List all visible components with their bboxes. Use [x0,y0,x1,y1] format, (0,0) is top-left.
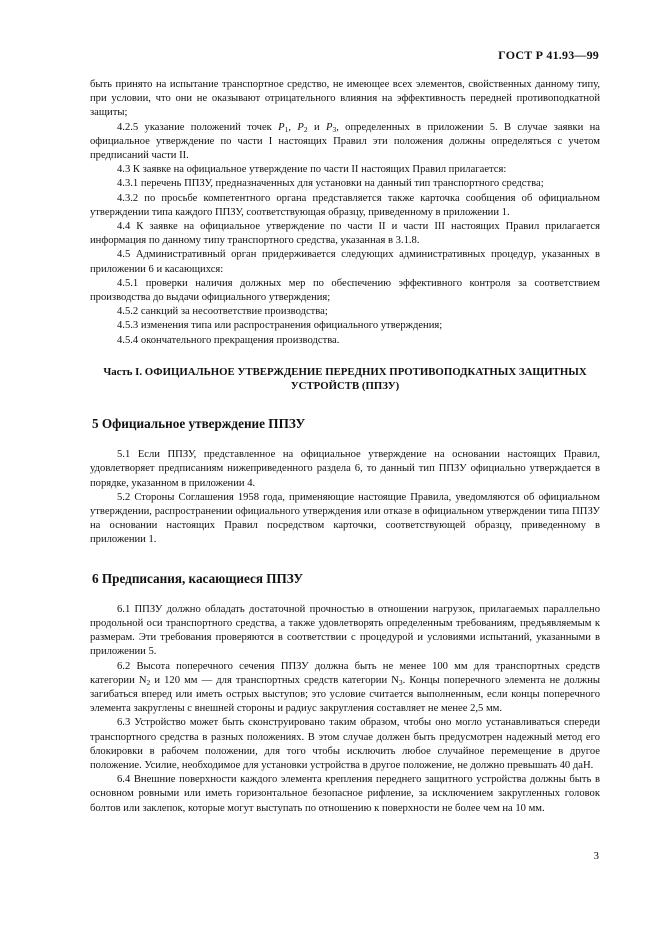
page-number: 3 [593,850,599,862]
paragraph-4-3-1: 4.3.1 перечень ППЗУ, предназначенных для установки на данный тип транспортного средства; [117,178,544,190]
paragraph-4-3: 4.3 К заявке на официальное утверждение по части II настоящих Правил прилагается: [117,164,507,176]
paragraph-4-5-1: 4.5.1 проверки наличия должных мер по обеспечению эффективного контроля за соответствием производства до выдачи официального утверждения; [90,277,600,304]
part-title: Часть I. ОФИЦИАЛЬНОЕ УТВЕРЖДЕНИЕ ПЕРЕДНИХ ПРОТИВОПОДКАТНЫХ ЗАЩИТНЫХ УСТРОЙСТВ (ППЗУ) [103,365,587,393]
paragraph-5-2: 5.2 Стороны Соглашения 1958 года, применяющие настоящие Правила, уведомляются об официальном утверждении, распространении официального утверждения или отказе в официальном утверждении типа ППЗУ на основании настоящих Правил посредством карточки, соответствующей образцу, приведенному в приложении 1. [90,491,600,546]
paragraph-4-5-2: 4.5.2 санкций за несоответствие производства; [117,306,328,318]
paragraph-4-3-2: 4.3.2 по просьбе компетентного органа представляется также карточка сообщения об официальном утверждении типа каждого ППЗУ, соответствующая образцу, приведенному в приложении 1. [90,192,600,218]
paragraph-4-2-5: 4.2.5 указание положений точек $P_1$, $P_2$ и $P_3$, определенных в приложении 5. В случае заявки на официальное утверждение по части I настоящих Правил эти положения должны определяться с учетом предписаний части II. [90,121,601,162]
paragraph-6-4: 6.4 Внешние поверхности каждого элемента крепления переднего защитного устройства должны быть в основном ровными или иметь горизонтальное безопасное рифление, за исключением закругленных головок болтов или заклепок, которые могут выступать по отношению к поверхности не более чем на 10 мм. [90,774,600,814]
paragraph-6-1: 6.1 ППЗУ должно обладать достаточной прочностью в отношении нагрузок, прилагаемых параллельно продольной оси транспортного средства, а также удовлетворять определенным требованиям, предъявляемым к размерам. Эти требования проверяются в соответствии с процедурой и условиями испытаний, указанными в приложении 5. [90,603,600,658]
document-header: ГОСТ Р 41.93—99 [498,48,599,62]
paragraph-4-5-4: 4.5.4 окончательного прекращения производства. [117,334,340,346]
paragraph-5-1: 5.1 Если ППЗУ, представленное на официальное утверждение на основании настоящих Правил, удовлетворяет предписаниям нижеприведенного раздела 6, то данный тип ППЗУ официально утверждается в порядке, указанном в приложении 4. [90,449,600,489]
paragraph-continuation: быть принято на испытание транспортное средство, не имеющее всех элементов, свойственных данному типу, при условии, что они не оказывают отрицательного влияния на эффективность передней противоподкатной защиты; [90,79,600,119]
section-6-heading: 6 Предписания, касающиеся ППЗУ [92,570,304,586]
paragraph-4-5: 4.5 Административный орган придерживается следующих административных процедур, указанных в приложении 6 и касающихся: [90,249,600,275]
paragraph-6-3: 6.3 Устройство может быть сконструировано таким образом, чтобы оно могло устанавливаться спереди транспортного средства в разных положениях. В этом случае должен быть предусмотрен надежный метод его блокировки в рабочем положении, для того чтобы исключить любое случайное перемещение в другое положение. Усилие, необходимое для установки устройства в другое положение, не должно превышать 40 даН. [90,717,600,771]
section-5-heading: 5 Официальное утверждение ППЗУ [92,416,306,432]
paragraph-6-2: 6.2 Высота поперечного сечения ППЗУ должна быть не менее 100 мм для транспортных средств категории $N_2$ и 120 мм — для транспортных средств категории $N_3$. Концы поперечного элемента не должны загибаться вперед или иметь острых выступов; это условие считается выполненным, если концы поперечного элемента закруглены с внешней стороны и радиус закругления составляет не менее 2,5 мм. [90,660,600,715]
paragraph-4-4: 4.4 К заявке на официальное утверждение по части II и части III настоящих Правил прилагается информация по данному типу транспортного средства, указанная в 3.1.8. [90,221,600,247]
paragraph-4-5-3: 4.5.3 изменения типа или распространения официального утверждения; [117,320,443,332]
page-content [90,78,600,816]
